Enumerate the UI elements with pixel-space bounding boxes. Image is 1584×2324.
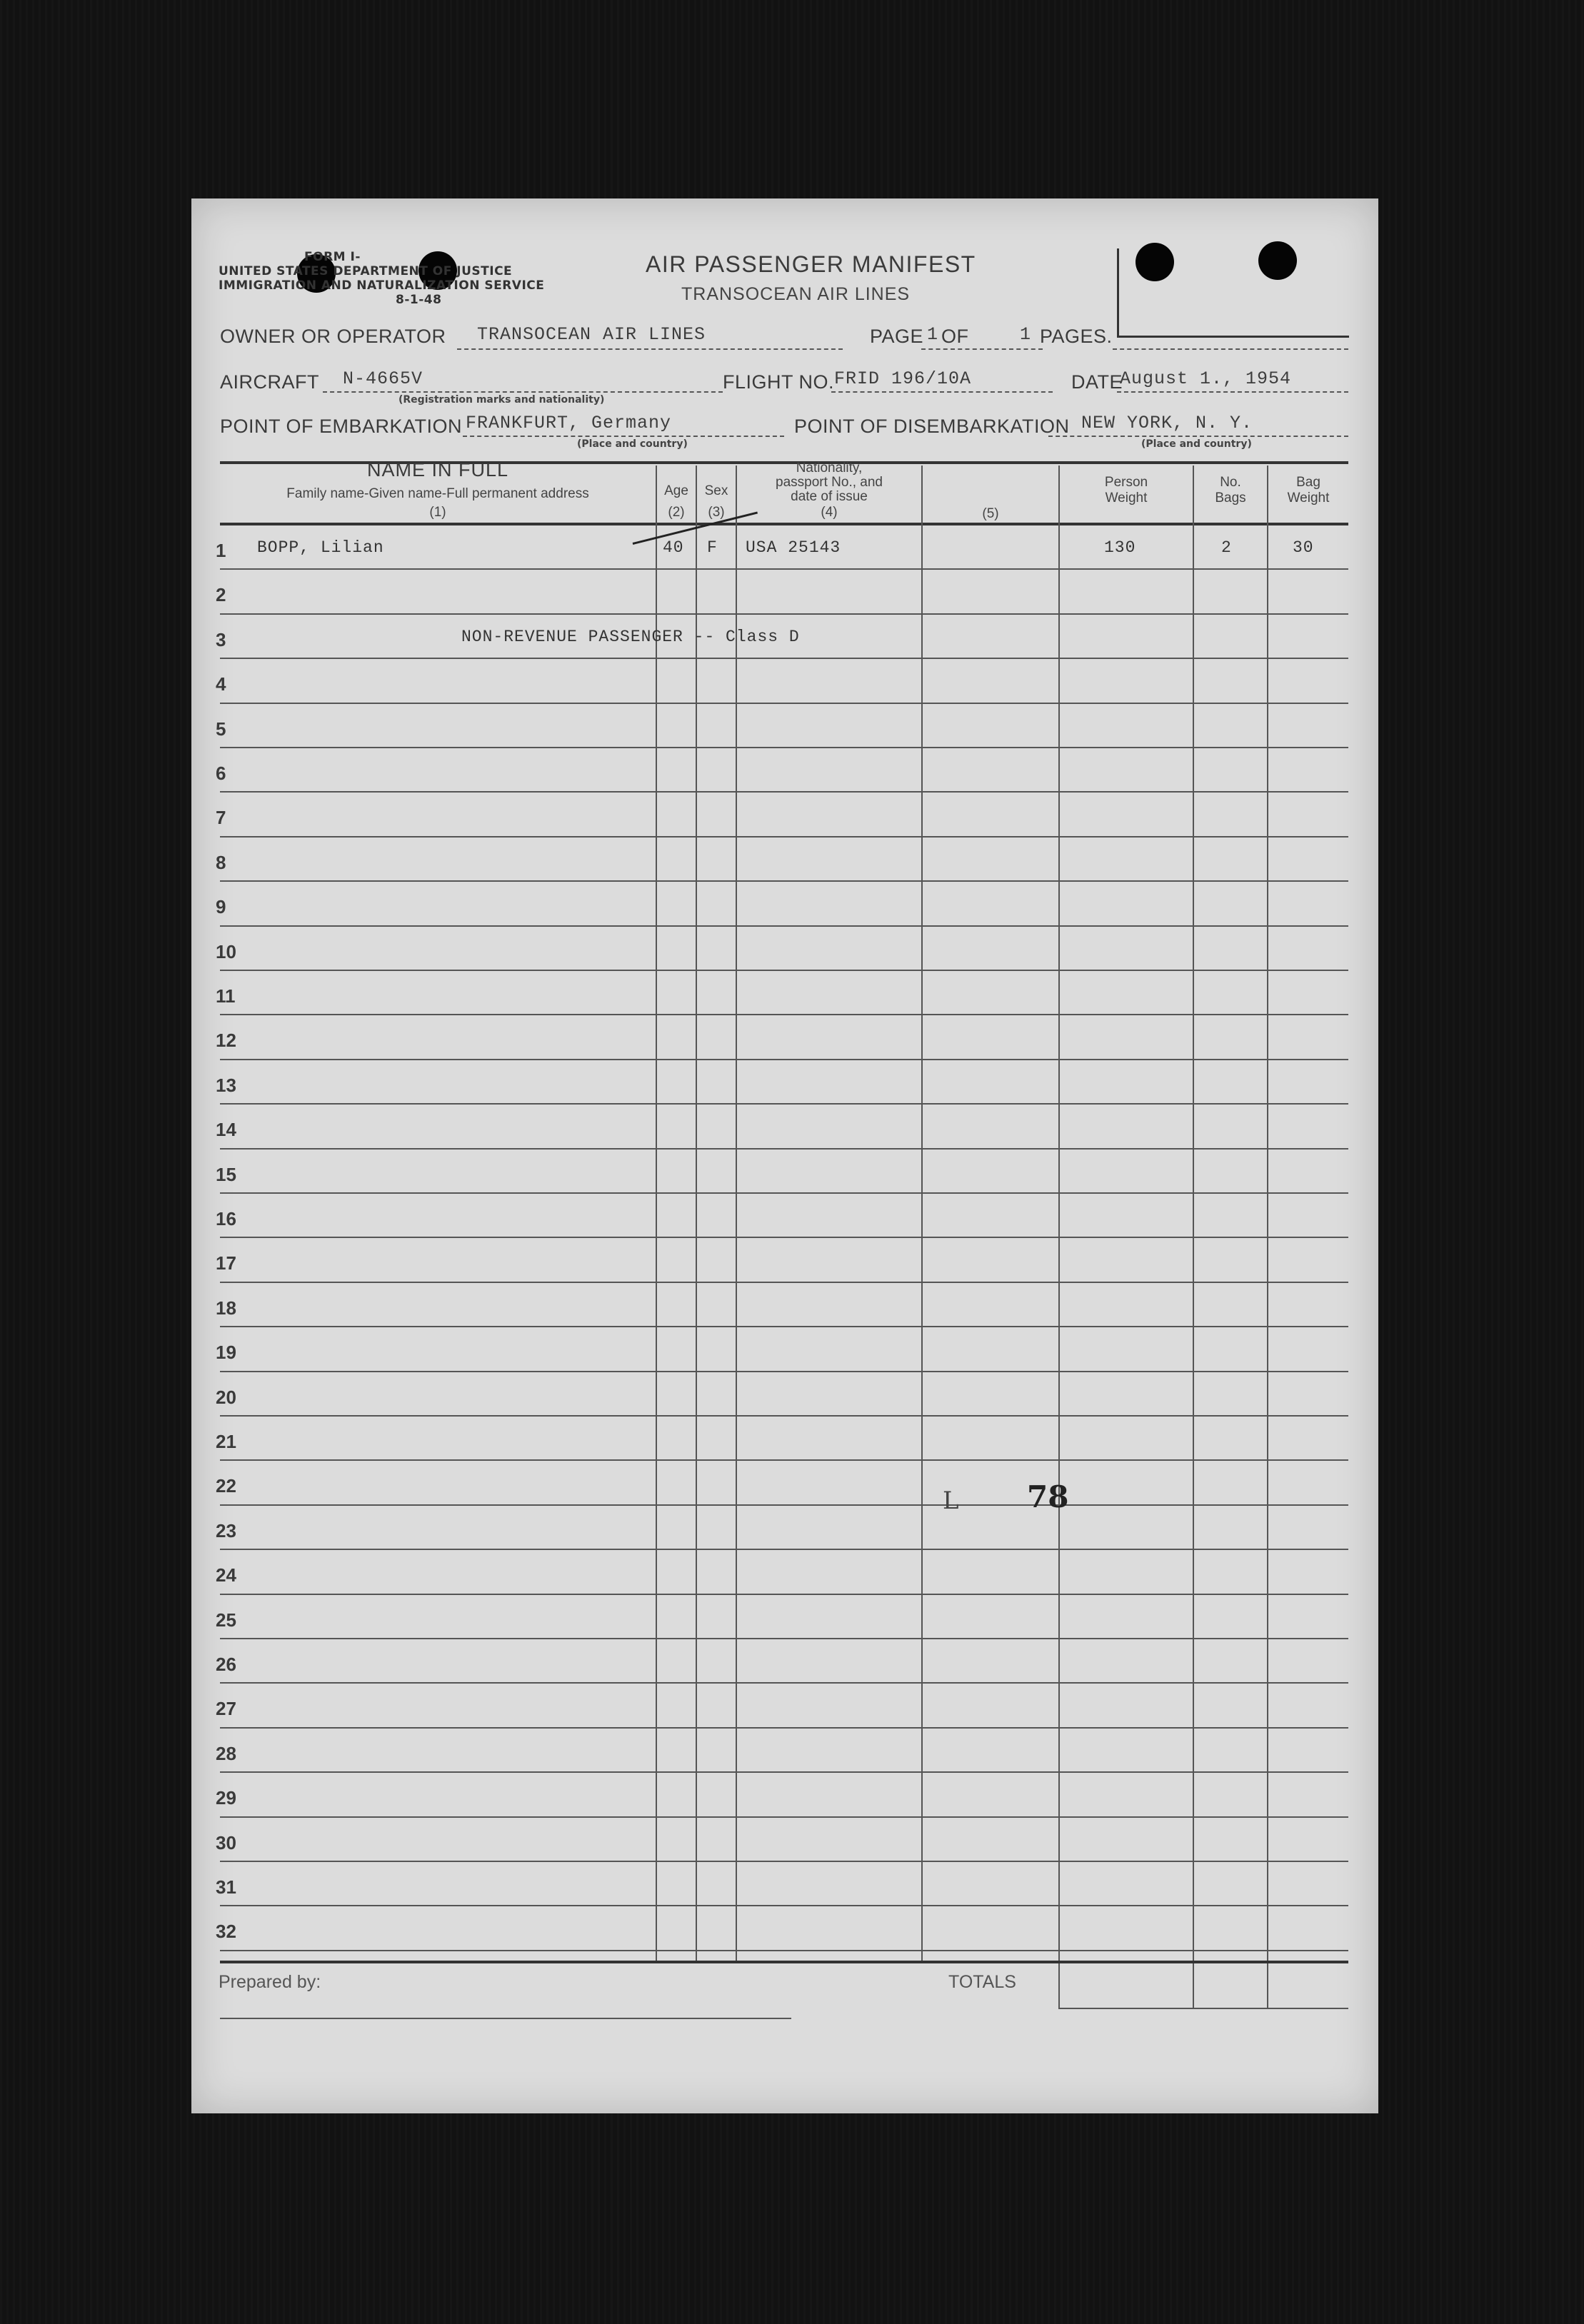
table-row-rule	[220, 1282, 1348, 1283]
col-age: Age	[664, 483, 688, 498]
flight-underline	[831, 391, 1053, 393]
col-name-title: NAME IN FULL	[366, 459, 509, 481]
cell-bags: 2	[1221, 538, 1232, 557]
row-number: 28	[216, 1742, 236, 1764]
row-number: 13	[216, 1074, 236, 1096]
cell-age: 40	[663, 538, 684, 557]
col-divider-age	[656, 466, 657, 1961]
pages-label: PAGES.	[1040, 326, 1113, 347]
table-row-rule	[220, 1771, 1348, 1773]
airline-name: TRANSOCEAN AIR LINES	[681, 284, 911, 304]
table-row-rule	[220, 1103, 1348, 1105]
row-number: 22	[216, 1475, 236, 1497]
row-number: 29	[216, 1787, 236, 1809]
col-nationality-2: passport No., and	[776, 475, 883, 490]
row-number: 24	[216, 1564, 236, 1586]
table-row-rule	[220, 1594, 1348, 1595]
row-number: 9	[216, 896, 226, 918]
owner-label: OWNER OR OPERATOR	[220, 326, 446, 347]
table-row-rule	[220, 836, 1348, 837]
table-row-rule	[220, 1192, 1348, 1194]
cell-bag-weight: 30	[1293, 538, 1314, 557]
table-row-rule	[220, 1326, 1348, 1327]
date-value: August 1., 1954	[1120, 368, 1292, 389]
table-row-rule	[220, 1459, 1348, 1461]
page-value: 1	[927, 324, 939, 345]
col-sex-num: (3)	[708, 505, 725, 520]
form-number: FORM I-	[304, 250, 361, 264]
table-row-rule	[220, 1727, 1348, 1729]
col-age-num: (2)	[668, 505, 685, 520]
annotation-number: 78	[1027, 1479, 1069, 1514]
table-row-rule	[220, 1371, 1348, 1372]
form-title: AIR PASSENGER MANIFEST	[646, 251, 976, 277]
table-row-rule	[220, 1237, 1348, 1238]
cell-name: BOPP, Lilian	[257, 538, 384, 557]
agency-line-3: 8-1-48	[396, 293, 442, 307]
row-number: 30	[216, 1831, 236, 1853]
disembark-value: NEW YORK, N. Y.	[1081, 413, 1253, 433]
header-bottom-rule	[220, 523, 1348, 525]
col-person-weight-1: Person	[1104, 475, 1148, 490]
col-sex: Sex	[704, 483, 728, 498]
aircraft-underline	[323, 391, 723, 393]
col-nationality-1: Nationality,	[796, 461, 863, 476]
owner-underline	[457, 348, 843, 350]
embark-label: POINT OF EMBARKATION	[220, 416, 463, 437]
embark-value: FRANKFURT, Germany	[466, 413, 672, 433]
disembark-label: POINT OF DISEMBARKATION	[794, 416, 1070, 437]
disembark-note: (Place and country)	[1141, 438, 1252, 450]
owner-value: TRANSOCEAN AIR LINES	[477, 324, 706, 345]
row-number: 23	[216, 1519, 236, 1541]
pages-value: 1	[1020, 324, 1032, 345]
row-number: 27	[216, 1698, 236, 1720]
row-number: 21	[216, 1431, 236, 1452]
col-person-weight-2: Weight	[1105, 491, 1148, 505]
col-name-sub: Family name-Given name-Full permanent address	[286, 486, 589, 501]
row-number: 32	[216, 1921, 236, 1943]
row-number: 25	[216, 1609, 236, 1631]
col-bags-2: Bags	[1215, 491, 1246, 505]
col-nationality-num: (4)	[821, 505, 838, 520]
row-number: 3	[216, 628, 226, 650]
date-label: DATE	[1071, 371, 1123, 393]
table-row-rule	[220, 1059, 1348, 1060]
table-row-rule	[220, 970, 1348, 971]
table-row-rule	[220, 880, 1348, 882]
manifest-page	[191, 198, 1378, 2113]
row-number: 2	[216, 584, 226, 606]
aircraft-label: AIRCRAFT	[220, 371, 319, 393]
row-number: 11	[216, 985, 236, 1007]
col-bag-weight-1: Bag	[1296, 475, 1320, 490]
col-bag-weight-2: Weight	[1287, 491, 1330, 505]
table-row-rule	[220, 1014, 1348, 1015]
row-number: 19	[216, 1342, 236, 1364]
page-label: PAGE	[870, 326, 924, 347]
table-row-rule	[220, 1415, 1348, 1417]
row-number: 17	[216, 1252, 236, 1274]
cell-sex: F	[707, 538, 718, 557]
table-row-rule	[220, 1905, 1348, 1906]
agency-line-2: IMMIGRATION AND NATURALIZATION SERVICE	[219, 278, 545, 293]
table-row-rule	[220, 1816, 1348, 1818]
table-row-rule	[220, 1861, 1348, 1862]
embark-underline	[463, 436, 784, 437]
of-label: OF	[941, 326, 969, 347]
page-underline	[921, 348, 1043, 350]
flight-value: FRID 196/10A	[834, 368, 972, 389]
table-row-rule	[220, 703, 1348, 704]
col-bags-1: No.	[1220, 475, 1241, 490]
annotation-mark: L	[943, 1487, 959, 1515]
header-right-underline	[1113, 348, 1348, 350]
table-row-rule	[220, 1549, 1348, 1550]
totals-bottom-rule	[1058, 2008, 1348, 2009]
table-row-rule	[220, 1504, 1348, 1506]
stamp-box	[1117, 248, 1349, 338]
totals-top-rule	[220, 1961, 1348, 1963]
row-number: 4	[216, 673, 226, 695]
cell-nationality: USA 25143	[746, 538, 841, 557]
table-row-rule	[220, 747, 1348, 748]
col-5-num: (5)	[982, 506, 999, 521]
row-number: 6	[216, 763, 226, 784]
col-divider-sex	[696, 466, 697, 1961]
col-name-num: (1)	[429, 505, 446, 520]
table-row-rule	[220, 1638, 1348, 1639]
aircraft-value: N-4665V	[343, 368, 423, 389]
row-number: 26	[216, 1654, 236, 1675]
agency-line-1: UNITED STATES DEPARTMENT OF JUSTICE	[219, 264, 513, 278]
table-row-rule	[220, 791, 1348, 793]
prepared-by-label: Prepared by:	[219, 1972, 321, 1992]
row-number: 12	[216, 1030, 236, 1052]
row-number: 31	[216, 1876, 236, 1898]
table-row-rule	[220, 1148, 1348, 1150]
table-row-rule	[220, 925, 1348, 927]
col-nationality-3: date of issue	[791, 489, 868, 504]
row-number: 20	[216, 1386, 236, 1408]
row-number: 14	[216, 1119, 236, 1141]
table-row-rule	[220, 1682, 1348, 1684]
col-divider-5	[921, 466, 923, 1961]
table-row-rule	[220, 1950, 1348, 1951]
row-number: 1	[216, 540, 226, 561]
prepared-by-line	[220, 2018, 791, 2019]
embark-note: (Place and country)	[577, 438, 688, 450]
cell-person-weight: 130	[1104, 538, 1136, 557]
row-number: 18	[216, 1297, 236, 1319]
row-number: 5	[216, 718, 226, 740]
table-row-rule	[220, 613, 1348, 615]
row-number: 7	[216, 807, 226, 829]
cell-note: NON-REVENUE PASSENGER -- Class D	[461, 627, 800, 646]
aircraft-note: (Registration marks and nationality)	[398, 394, 605, 406]
date-underline	[1117, 391, 1348, 393]
flight-label: FLIGHT NO.	[723, 371, 835, 393]
col-divider-nationality	[736, 466, 737, 1961]
table-row-rule	[220, 658, 1348, 659]
table-row-rule	[220, 568, 1348, 570]
row-number: 10	[216, 940, 236, 962]
row-number: 8	[216, 851, 226, 873]
disembark-underline	[1048, 436, 1348, 437]
totals-label: TOTALS	[948, 1972, 1016, 1992]
row-number: 15	[216, 1163, 236, 1185]
row-number: 16	[216, 1208, 236, 1229]
